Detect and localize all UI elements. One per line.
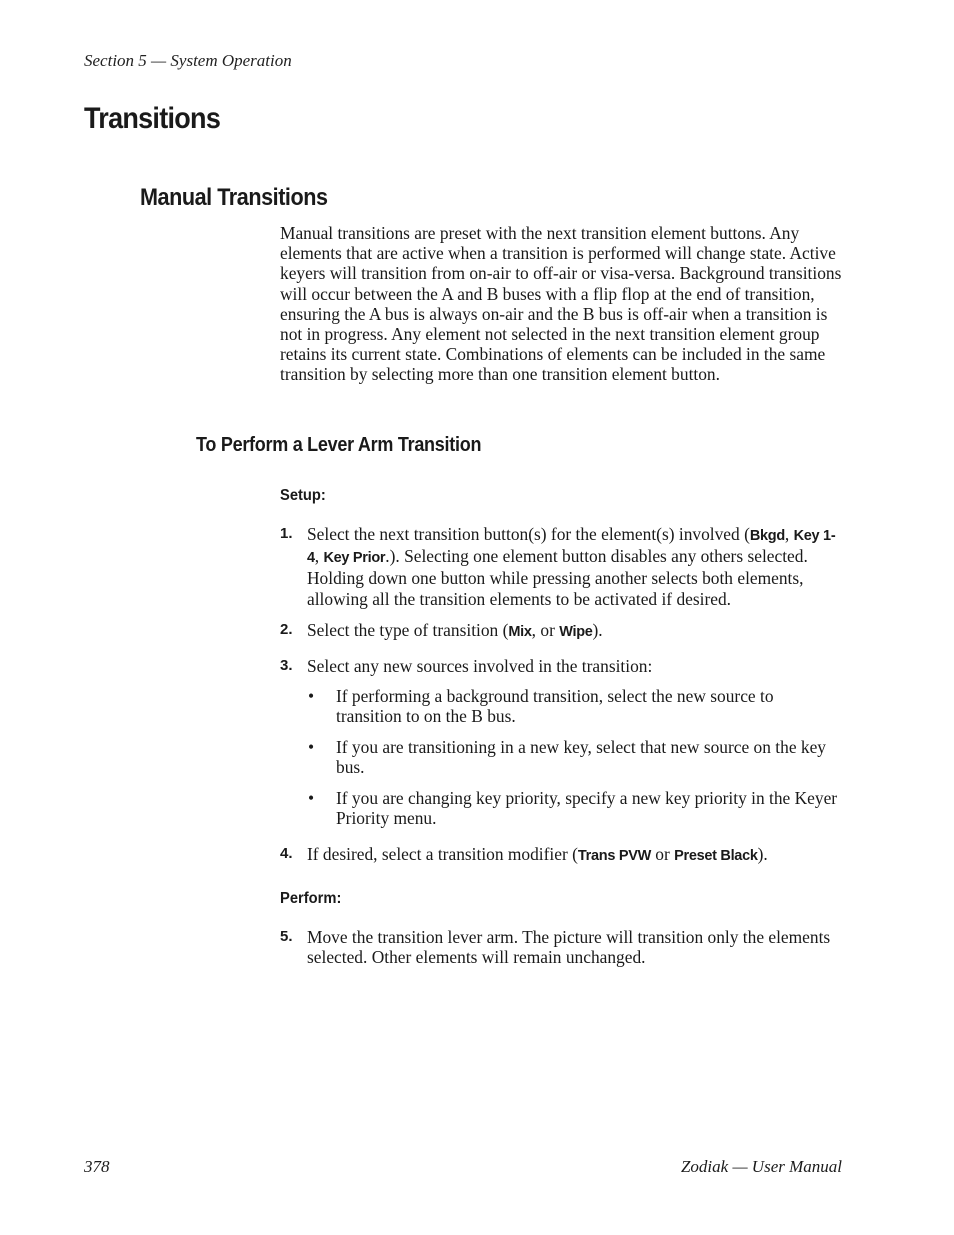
procedure-heading: To Perform a Lever Arm Transition [196, 434, 482, 456]
step-4 [280, 844, 842, 866]
step-1 [280, 524, 842, 609]
step-2 [280, 620, 842, 642]
section-heading-manual-transitions: Manual Transitions [140, 184, 328, 211]
page-title: Transitions [84, 102, 221, 135]
preset-black-button-ref: Preset Black [674, 848, 758, 864]
mix-button-ref: Mix [508, 624, 532, 640]
page-number: 378 [84, 1157, 110, 1176]
bkgd-button-ref: Bkgd [749, 528, 785, 544]
step-number: 1. [280, 525, 293, 542]
step-text: Move the transition lever arm. The picture will transition only the elements selected. Other elements will remain unchanged. [307, 927, 831, 968]
trans-pvw-button-ref: Trans PVW [577, 848, 651, 864]
bullet-item: • If you are changing key priority, specify a new key priority in the Keyer Priority menu. [308, 788, 838, 829]
step-text: If desired, select a transition modifier (Trans PVW or Preset Black). [307, 844, 768, 864]
bullet-dot-icon: • [308, 737, 315, 757]
setup-label: Setup: [280, 487, 326, 504]
key-prior-button-ref: Key Prior [323, 550, 386, 567]
step-number: 3. [280, 657, 293, 674]
wipe-button-ref: Wipe [559, 624, 593, 640]
step-text: Select any new sources involved in the transition: [307, 656, 653, 676]
bullet-dot-icon: • [308, 788, 315, 808]
step-text: Select the type of transition (Mix, or Wipe). [307, 620, 603, 640]
step-3 [280, 656, 842, 676]
step-text: Select the next transition button(s) for the element(s) involved (Bkgd, Key 1-4, Key Prior.). Selecting one element button disables any others selected. Holding down one button while pressing another selects both elements, allowing all the transition elements to be activated if desired. [307, 524, 836, 609]
bullet-item: • If you are transitioning in a new key, select that new source on the key bus. [308, 737, 826, 778]
step-number: 5. [280, 928, 293, 945]
bullet-dot-icon: • [308, 686, 315, 706]
perform-label: Perform: [280, 890, 342, 907]
step-5 [280, 927, 842, 967]
bullet-item: • If performing a background transition, select the new source to transition to on the B bus. [308, 686, 774, 727]
step-number: 4. [280, 845, 293, 862]
step-number: 2. [280, 621, 293, 638]
key-1-4-button-ref: Key 1-4 [307, 528, 836, 567]
intro-paragraph: Manual transitions are preset with the next transition element buttons. Any elements that are active when a transition is performed will change state. Active keyers will transition from on-air to off-air or visa-versa. Background transitions will occur between the A and B buses with a flip flop at the end of transition, ensuring the A bus is always on-air and the B bus is off-air when a transition is not in progress. Any element not selected in the next transition element group retains its current state. Combinations of elements can be included in the same transition by selecting more than one transition element button. [280, 223, 842, 385]
manual-title: Zodiak — User Manual [680, 1157, 842, 1176]
running-header: Section 5 — System Operation [84, 51, 292, 70]
